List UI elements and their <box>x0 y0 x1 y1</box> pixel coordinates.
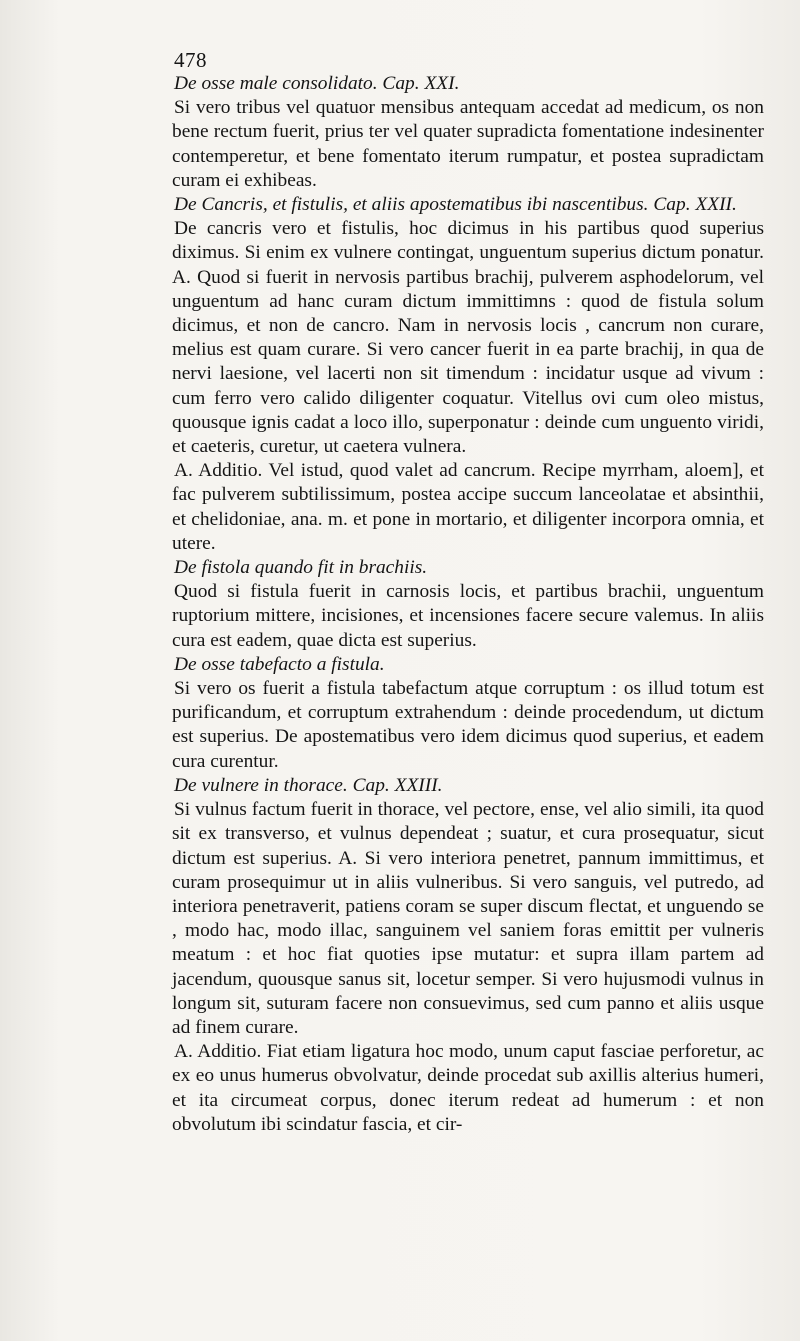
section-heading-fistola: De fistola quando fit in brachiis. <box>174 557 428 579</box>
paragraph: A. Additio. Fiat etiam ligatura hoc modo, unum caput fasciae perforetur, ac ex eo unus humerus obvolvatur, deinde procedat sub axillis alterius humeri, et ita circumeat corpus, donec iterum redeat ad humerum : et non obvolutum ibi scindatur fascia, et cir- <box>172 1041 764 1135</box>
chapter-heading-xxi: De osse male consolidato. Cap. XXI. <box>174 73 460 94</box>
section-heading-osse-tabefacto: De osse tabefacto a fistula. <box>174 653 385 675</box>
paragraph: Quod si fistula fuerit in carnosis locis, et partibus brachii, unguentum ruptorium mittere, incisiones, et incensiones facere secure valemus. In aliis cura est eadem, quae dicta est superius. <box>172 581 764 651</box>
paragraph: A. Additio. Vel istud, quod valet ad cancrum. Recipe myrrham, aloem], et fac pulverem subtilissimum, postea accipe succum lanceolatae et absinthii, et chelidoniae, ana. m. et pone in mortario, et diligenter incorpora omnia, et utere. <box>172 460 764 554</box>
page-body <box>172 72 764 1137</box>
chapter-heading-xxiii: De vulnere in thorace. Cap. XXIII. <box>174 774 443 796</box>
page-number: 478 <box>174 48 207 72</box>
chapter-heading-xxii: De Cancris, et fistulis, et aliis apostematibus ibi nascentibus. Cap. XXII. <box>174 194 737 216</box>
paragraph: De cancris vero et fistulis, hoc dicimus in his partibus quod superius diximus. Si enim ex vulnere contingat, unguentum superius dictum ponatur. A. Quod si fuerit in nervosis partibus brachij, pulverem asphodelorum, vel unguentum ad hanc curam dictum immittimns : quod de fistula solum dicimus, et non de cancro. Nam in nervosis locis , cancrum non curare, melius est quam curare. Si vero cancer fuerit in ea parte brachij, in qua de nervi laesione, vel lacerti non sit timendum : incidatur usque ad vivum : cum ferro vero calido diligenter coquatur. Vitellus ovi cum oleo mistus, quousque ignis cadat a loco illo, superponatur : deinde cum unguento viridi, et caeteris, curetur, ut caetera vulnera. <box>172 218 764 458</box>
paragraph: Si vero os fuerit a fistula tabefactum atque corruptum : os illud totum est purificandum, et corruptum extrahendum : deinde procedendum, ut dictum est superius. De apostematibus vero idem dicimus quod superius, et eadem cura curentur. <box>172 678 764 772</box>
paragraph: Si vulnus factum fuerit in thorace, vel pectore, ense, vel alio simili, ita quod sit ex transverso, et vulnus dependeat ; suatur, et cura prosequatur, sicut dictum est superius. A. Si vero interiora penetret, pannum immittimus, et curam prosequimur ut in aliis vulneribus. Si vero sanguis, vel putredo, ad interiora penetraverit, patiens coram se super discum flectat, et unguendo se , modo hac, modo illac, sanguinem vel saniem foras emittit per vulneris meatum : et hoc fiat quoties ipse mutatur: et supra illam partem ad jacendum, quousque sanus sit, locetur semper. Si vero hujusmodi vulnus in longum sit, suturam facere non consuevimus, sed cum panno et aliis usque ad finem curare. <box>172 799 764 1038</box>
paragraph: Si vero tribus vel quatuor mensibus antequam accedat ad medicum, os non bene rectum fuerit, prius ter vel quater supradicta fomentatione indesinenter contemperetur, et bene fomentato iterum rumpatur, et postea supradictam curam ei exhibeas. <box>172 97 764 191</box>
